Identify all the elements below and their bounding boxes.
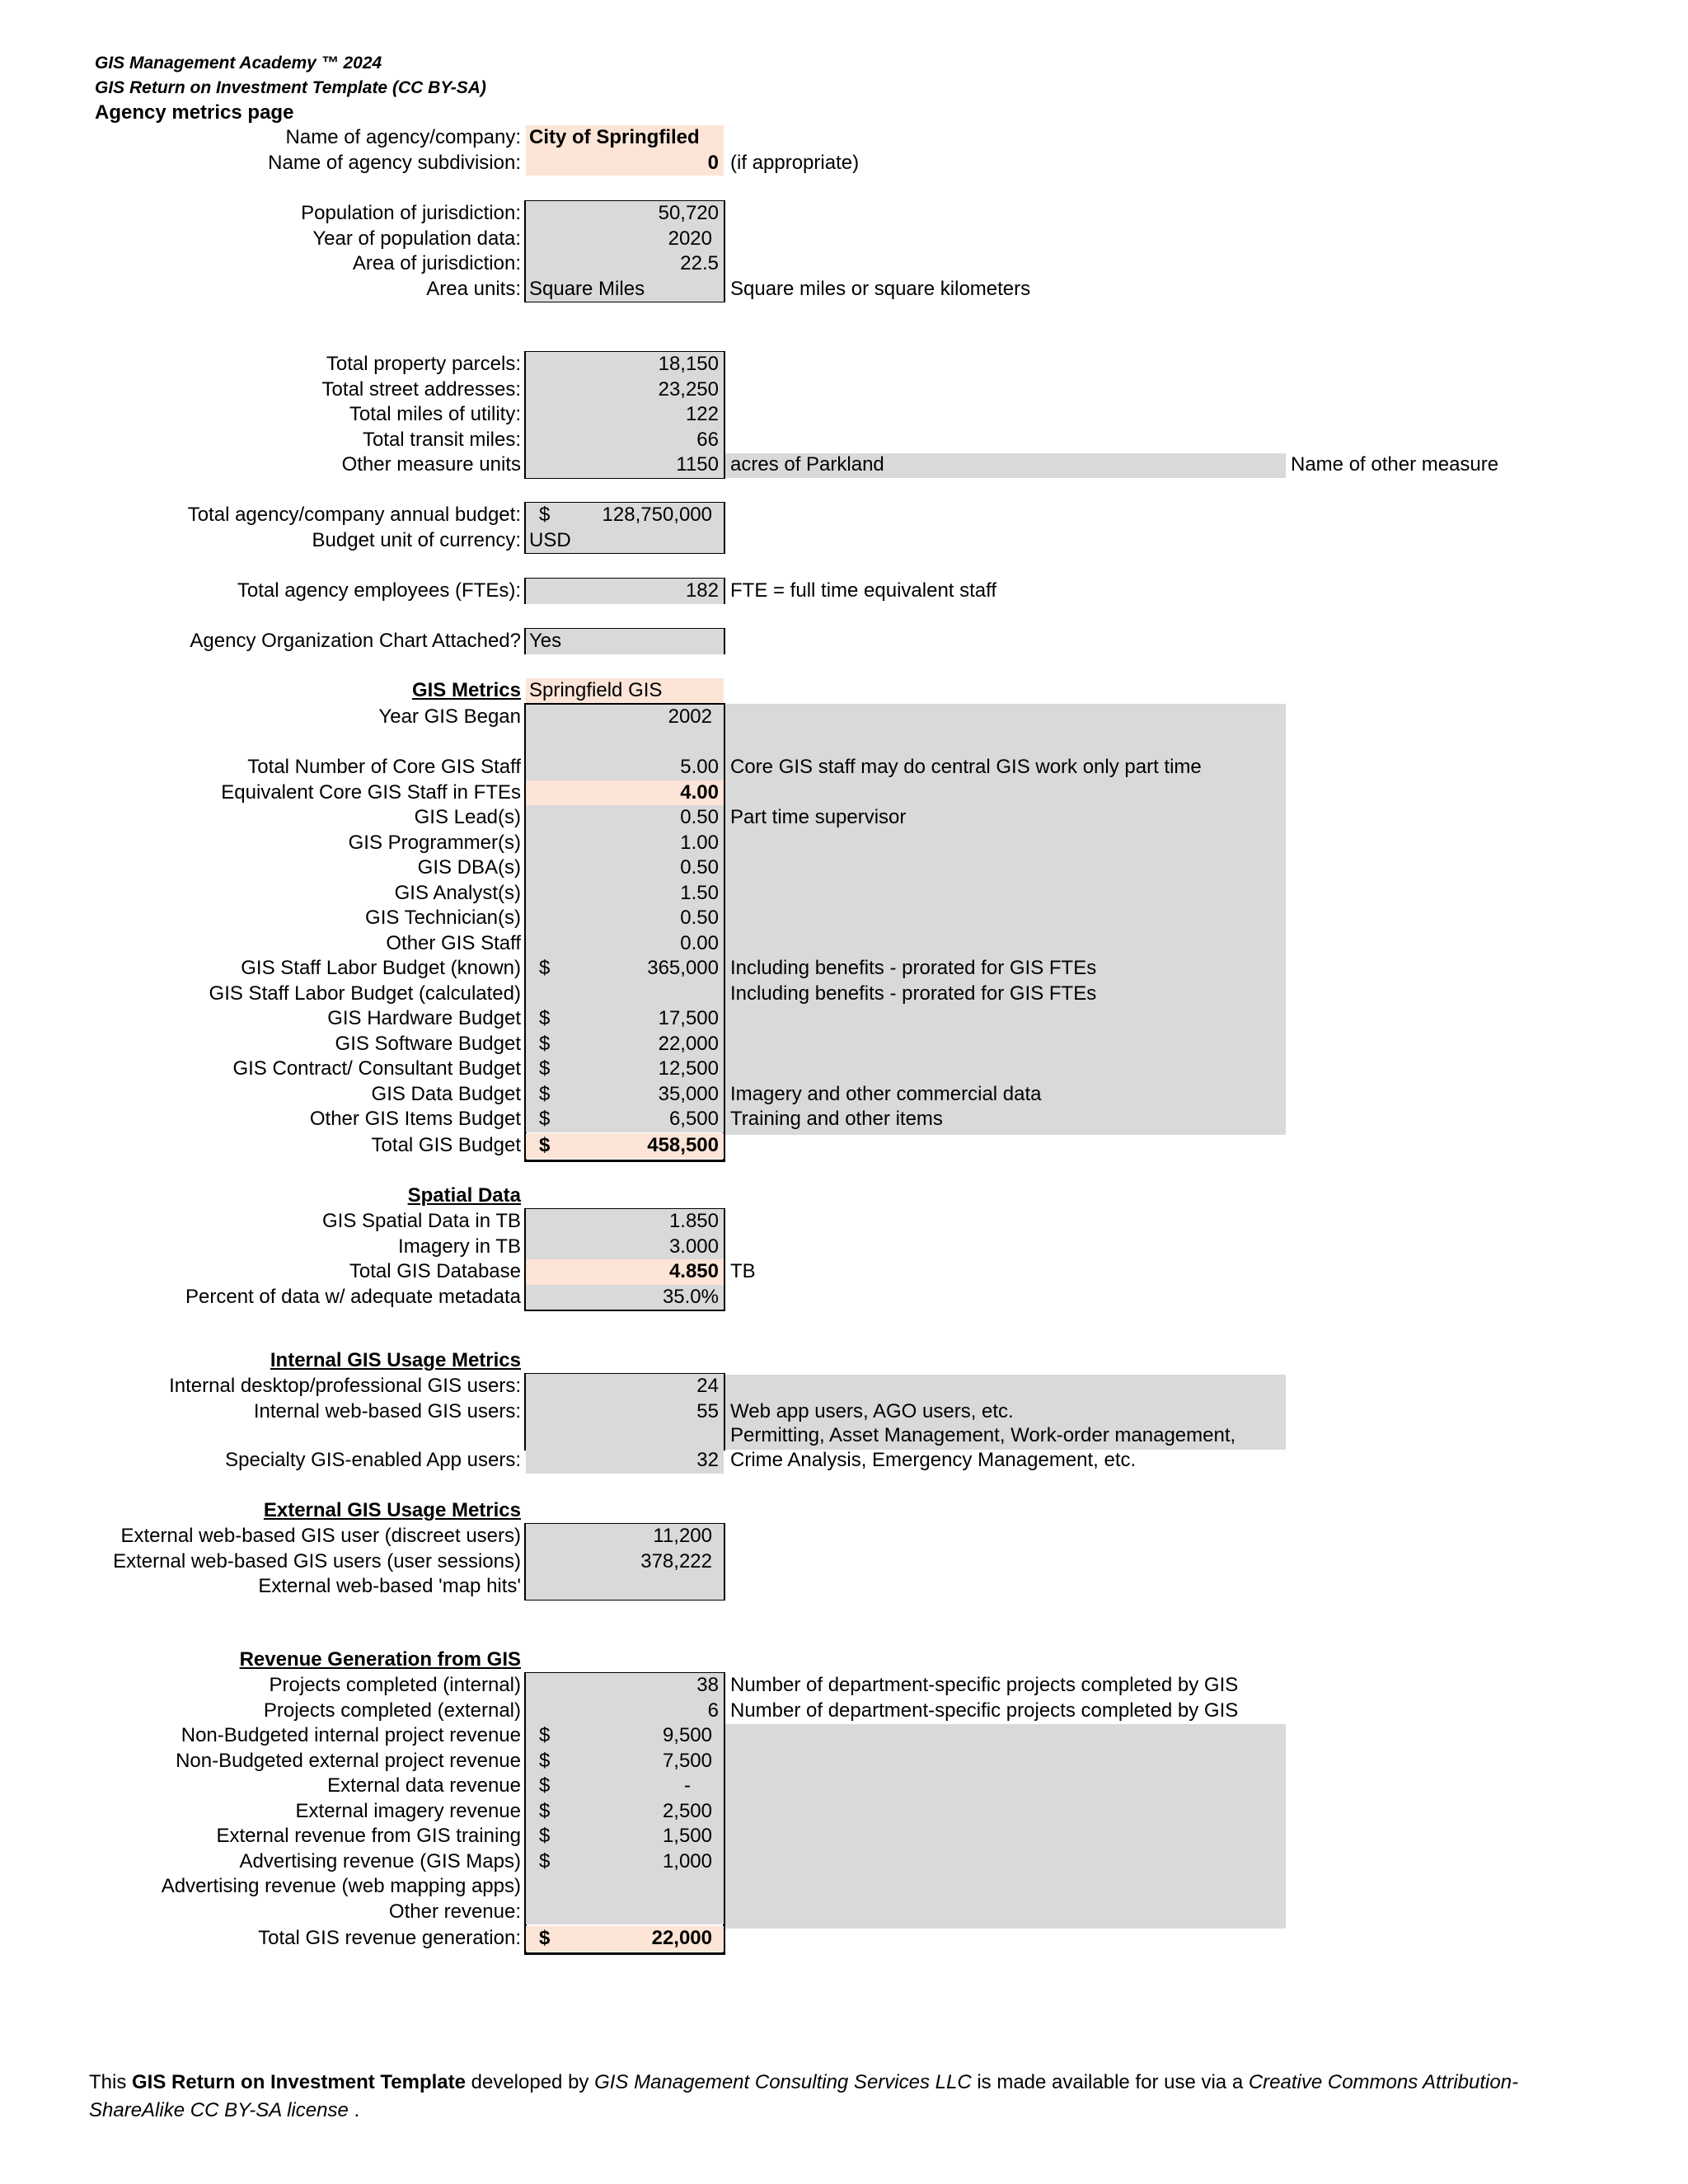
- ext-data-cell[interactable]: -: [526, 1774, 724, 1799]
- utility-label: Total miles of utility:: [349, 403, 521, 425]
- data-budget-currency: $: [539, 1082, 551, 1105]
- ext-data-currency: $: [539, 1774, 551, 1797]
- gis-lead-note: Part time supervisor: [730, 806, 907, 828]
- sessions-cell[interactable]: 378,222: [526, 1549, 724, 1575]
- spatial-tb-label: GIS Spatial Data in TB: [321, 1210, 521, 1232]
- year-gis-began-cell[interactable]: 2002: [526, 705, 724, 730]
- addresses-cell[interactable]: 23,250: [526, 377, 724, 403]
- gis-programmer-label: GIS Programmer(s): [348, 831, 521, 854]
- ad-web-cell[interactable]: [526, 1874, 724, 1900]
- web-users-label: Internal web-based GIS users:: [253, 1399, 521, 1422]
- addresses-row: [0, 377, 1688, 403]
- desktop-users-label: Internal desktop/professional GIS users:: [169, 1375, 521, 1397]
- footer-text-4: .: [348, 2099, 360, 2121]
- metadata-label: Percent of data w/ adequate metadata: [185, 1285, 521, 1308]
- ext-imagery-label: External imagery revenue: [295, 1799, 521, 1822]
- gis-dba-cell[interactable]: 0.50: [526, 855, 724, 881]
- specialty-users-value-row: [0, 1448, 1688, 1474]
- equiv-staff-label: Equivalent Core GIS Staff in FTEs: [221, 780, 521, 804]
- labor-known-note: Including benefits - prorated for GIS FTEs: [730, 957, 1097, 979]
- parcels-cell[interactable]: 18,150: [526, 352, 724, 377]
- area-cell[interactable]: 22.5: [526, 251, 724, 277]
- software-row: [0, 1032, 1688, 1057]
- total-revenue-cell[interactable]: 22,000: [526, 1926, 724, 1952]
- discreet-users-row: [0, 1524, 1688, 1549]
- core-staff-note: Core GIS staff may do central GIS work only part time: [730, 756, 1202, 778]
- training-currency: $: [539, 1825, 551, 1847]
- ext-imagery-currency: $: [539, 1799, 551, 1822]
- hardware-cell[interactable]: 17,500: [526, 1006, 724, 1032]
- specialty-users-label: Specialty GIS-enabled App users:: [225, 1449, 521, 1471]
- nb-external-currency: $: [539, 1749, 551, 1772]
- other-revenue-cell[interactable]: [526, 1900, 724, 1925]
- ext-data-label: External data revenue: [327, 1774, 521, 1797]
- other-revenue-label: Other revenue:: [388, 1900, 521, 1923]
- area-row: [0, 251, 1688, 277]
- other-measure-note: Name of other measure: [1291, 453, 1499, 476]
- other-gis-staff-cell[interactable]: 0.00: [526, 931, 724, 957]
- population-year-row: [0, 227, 1688, 252]
- total-gis-budget-label: Total GIS Budget: [371, 1134, 521, 1156]
- spatial-tb-cell[interactable]: 1.850: [526, 1209, 724, 1235]
- ad-web-label: Advertising revenue (web mapping apps): [161, 1875, 521, 1897]
- hardware-row: [0, 1006, 1688, 1032]
- metadata-row: [0, 1285, 1688, 1310]
- license-footer: [89, 2069, 1540, 2125]
- projects-external-row: [0, 1699, 1688, 1724]
- ad-maps-row: [0, 1849, 1688, 1875]
- annual-budget-label: Total agency/company annual budget:: [187, 504, 521, 526]
- equiv-staff-cell[interactable]: 4.00: [526, 780, 724, 806]
- agency-subdivision-note: (if appropriate): [730, 151, 860, 174]
- gis-analyst-row: [0, 881, 1688, 907]
- annual-budget-row: [0, 503, 1688, 528]
- gis-programmer-cell[interactable]: 1.00: [526, 831, 724, 856]
- labor-calc-label: GIS Staff Labor Budget (calculated): [209, 982, 521, 1005]
- labor-calc-row: [0, 982, 1688, 1007]
- transit-cell[interactable]: 66: [526, 428, 724, 453]
- agency-name-cell[interactable]: City of Springfiled: [526, 125, 724, 151]
- page-title: Agency metrics page: [95, 101, 294, 124]
- population-row: [0, 201, 1688, 227]
- footer-template-name: GIS Return on Investment Template: [132, 2071, 466, 2093]
- labor-calc-cell[interactable]: [526, 982, 724, 1007]
- transit-row: [0, 428, 1688, 453]
- agency-subdivision-label: Name of agency subdivision:: [268, 151, 521, 174]
- gis-technician-cell[interactable]: 0.50: [526, 906, 724, 931]
- addresses-label: Total street addresses:: [321, 377, 521, 401]
- specialty-blank-cell: [526, 1423, 724, 1448]
- internal-header-row: [0, 1348, 1688, 1374]
- sessions-row: [0, 1549, 1688, 1575]
- specialty-note-1: Permitting, Asset Management, Work-order management,: [730, 1424, 1236, 1446]
- footer-company-name: GIS Management Consulting Services LLC: [594, 2071, 972, 2093]
- footer-text-3: is made available for use via a: [971, 2071, 1249, 2093]
- external-usage-heading: External GIS Usage Metrics: [263, 1499, 521, 1521]
- spatial-data-heading: Spatial Data: [407, 1184, 521, 1207]
- contract-cell[interactable]: 12,500: [526, 1057, 724, 1082]
- org-chart-label: Agency Organization Chart Attached?: [190, 630, 521, 652]
- agency-subdivision-cell[interactable]: 0: [526, 151, 724, 176]
- other-items-cell[interactable]: 6,500: [526, 1107, 724, 1132]
- labor-known-cell[interactable]: 365,000: [526, 956, 724, 982]
- agency-name-label: Name of agency/company:: [285, 126, 521, 148]
- ad-maps-cell[interactable]: 1,000: [526, 1849, 724, 1875]
- nb-external-cell[interactable]: 7,500: [526, 1749, 724, 1774]
- projects-external-label: Projects completed (external): [263, 1699, 521, 1722]
- internal-usage-heading: Internal GIS Usage Metrics: [270, 1349, 521, 1371]
- annual-budget-currency: $: [539, 504, 551, 526]
- total-database-unit: TB: [730, 1260, 756, 1282]
- other-measure-row: [0, 452, 1688, 478]
- utility-cell[interactable]: 122: [526, 402, 724, 428]
- labor-known-currency: $: [539, 957, 551, 979]
- map-hits-cell[interactable]: [526, 1574, 724, 1600]
- population-year-cell[interactable]: 2020: [526, 227, 724, 252]
- currency-row: [0, 528, 1688, 554]
- sessions-label: External web-based GIS users (user sessions): [113, 1549, 521, 1572]
- gis-dba-label: GIS DBA(s): [417, 856, 521, 879]
- annual-budget-cell[interactable]: 128,750,000: [526, 503, 724, 528]
- gis-analyst-cell[interactable]: 1.50: [526, 881, 724, 907]
- equiv-staff-row: [0, 780, 1688, 806]
- blank-cell: [526, 730, 724, 756]
- total-revenue-label: Total GIS revenue generation:: [258, 1927, 521, 1949]
- blank-row: [0, 730, 1688, 756]
- other-gis-staff-label: Other GIS Staff: [386, 931, 521, 954]
- other-measure-cell[interactable]: 1150: [526, 452, 724, 478]
- projects-internal-label: Projects completed (internal): [269, 1674, 521, 1696]
- web-users-note: Web app users, AGO users, etc.: [730, 1399, 1014, 1422]
- contract-label: GIS Contract/ Consultant Budget: [232, 1057, 521, 1080]
- spatial-tb-row: [0, 1209, 1688, 1235]
- other-items-label: Other GIS Items Budget: [309, 1108, 521, 1130]
- other-items-row: [0, 1107, 1688, 1132]
- nb-internal-row: [0, 1723, 1688, 1749]
- metadata-cell[interactable]: 35.0%: [526, 1285, 724, 1310]
- ad-web-row: [0, 1874, 1688, 1900]
- projects-internal-note: Number of department-specific projects completed by GIS: [730, 1674, 1239, 1696]
- org-chart-row: [0, 629, 1688, 654]
- ext-imagery-row: [0, 1799, 1688, 1825]
- total-gis-budget-cell[interactable]: 458,500: [526, 1133, 724, 1159]
- training-label: External revenue from GIS training: [216, 1825, 521, 1847]
- employees-cell[interactable]: 182: [526, 579, 724, 604]
- revenue-header-row: [0, 1647, 1688, 1673]
- year-gis-began-row: [0, 705, 1688, 730]
- training-cell[interactable]: 1,500: [526, 1824, 724, 1849]
- labor-known-row: [0, 956, 1688, 982]
- parcels-row: [0, 352, 1688, 377]
- other-gis-staff-row: [0, 931, 1688, 957]
- employees-note: FTE = full time equivalent staff: [730, 579, 997, 602]
- hardware-label: GIS Hardware Budget: [327, 1007, 521, 1029]
- revenue-heading: Revenue Generation from GIS: [239, 1648, 521, 1671]
- labor-known-label: GIS Staff Labor Budget (known): [241, 957, 521, 979]
- projects-internal-row: [0, 1673, 1688, 1699]
- employees-row: [0, 579, 1688, 604]
- gis-dba-row: [0, 855, 1688, 881]
- population-cell[interactable]: 50,720: [526, 201, 724, 227]
- imagery-tb-row: [0, 1235, 1688, 1260]
- year-gis-began-label: Year GIS Began: [378, 705, 521, 728]
- org-chart-cell[interactable]: Yes: [526, 629, 724, 654]
- hardware-currency: $: [539, 1007, 551, 1029]
- nb-internal-currency: $: [539, 1724, 551, 1746]
- ext-imagery-cell[interactable]: 2,500: [526, 1799, 724, 1825]
- external-header-row: [0, 1498, 1688, 1524]
- other-items-note: Training and other items: [730, 1108, 943, 1130]
- parcels-label: Total property parcels:: [326, 353, 521, 375]
- gis-metrics-header-row: [0, 678, 1688, 704]
- contract-row: [0, 1057, 1688, 1082]
- web-users-row: [0, 1399, 1688, 1425]
- spatial-header-row: [0, 1183, 1688, 1209]
- population-year-label: Year of population data:: [312, 227, 521, 250]
- header-line-2: GIS Return on Investment Template (CC BY-SA): [95, 78, 486, 97]
- data-budget-cell[interactable]: 35,000: [526, 1082, 724, 1108]
- area-units-cell[interactable]: Square Miles: [526, 277, 724, 302]
- ad-maps-currency: $: [539, 1849, 551, 1872]
- nb-internal-label: Non-Budgeted internal project revenue: [181, 1724, 521, 1746]
- gis-lead-label: GIS Lead(s): [414, 806, 521, 828]
- gis-metrics-name-cell[interactable]: Springfield GIS: [526, 678, 724, 704]
- data-budget-row: [0, 1082, 1688, 1108]
- other-measure-units[interactable]: acres of Parkland: [730, 453, 884, 476]
- gis-technician-row: [0, 906, 1688, 931]
- contract-currency: $: [539, 1057, 551, 1080]
- imagery-tb-cell[interactable]: 3.000: [526, 1235, 724, 1260]
- other-measure-label: Other measure units: [341, 453, 521, 476]
- discreet-users-label: External web-based GIS user (discreet users): [120, 1525, 521, 1547]
- currency-cell[interactable]: USD: [526, 528, 724, 554]
- area-units-note: Square miles or square kilometers: [730, 277, 1031, 300]
- total-revenue-currency: $: [539, 1927, 551, 1949]
- ad-maps-label: Advertising revenue (GIS Maps): [239, 1849, 521, 1872]
- projects-external-note: Number of department-specific projects completed by GIS: [730, 1699, 1239, 1722]
- gis-lead-cell[interactable]: 0.50: [526, 805, 724, 831]
- core-staff-row: [0, 755, 1688, 780]
- area-label: Area of jurisdiction:: [352, 252, 521, 274]
- core-staff-cell[interactable]: 5.00: [526, 755, 724, 780]
- projects-internal-cell[interactable]: 38: [526, 1673, 724, 1699]
- gis-programmer-row: [0, 831, 1688, 856]
- utility-row: [0, 402, 1688, 428]
- agency-subdivision-row: [0, 151, 1688, 176]
- currency-label: Budget unit of currency:: [312, 528, 521, 551]
- imagery-tb-label: Imagery in TB: [398, 1235, 521, 1258]
- other-items-currency: $: [539, 1108, 551, 1130]
- total-database-row: [0, 1259, 1688, 1285]
- labor-calc-note: Including benefits - prorated for GIS FTEs: [730, 982, 1097, 1005]
- nb-external-label: Non-Budgeted external project revenue: [176, 1749, 521, 1772]
- population-label: Population of jurisdiction:: [301, 202, 521, 224]
- footer-license-name: Creative Commons Attribution-ShareAlike CC BY-SA license: [89, 2071, 1519, 2121]
- total-database-label: Total GIS Database: [349, 1260, 521, 1282]
- data-budget-label: GIS Data Budget: [371, 1082, 521, 1105]
- total-revenue-row: [0, 1926, 1688, 1952]
- discreet-users-cell[interactable]: 11,200: [526, 1524, 724, 1549]
- agency-name-row: [0, 125, 1688, 151]
- footer-text-2: developed by: [465, 2071, 595, 2093]
- nb-internal-cell[interactable]: 9,500: [526, 1723, 724, 1749]
- employees-label: Total agency employees (FTEs):: [237, 579, 521, 602]
- core-staff-label: Total Number of Core GIS Staff: [247, 756, 521, 778]
- area-units-label: Area units:: [426, 277, 521, 300]
- total-database-cell[interactable]: 4.850: [526, 1259, 724, 1285]
- gis-lead-row: [0, 805, 1688, 831]
- gis-technician-label: GIS Technician(s): [365, 907, 521, 929]
- gis-metrics-heading: GIS Metrics: [411, 679, 521, 701]
- map-hits-row: [0, 1574, 1688, 1600]
- desktop-users-cell[interactable]: 24: [526, 1374, 724, 1399]
- footer-text-1: This: [89, 2071, 133, 2093]
- specialty-note-2: Crime Analysis, Emergency Management, etc.: [730, 1449, 1137, 1471]
- header-line-1: GIS Management Academy ™ 2024: [95, 54, 382, 73]
- training-row: [0, 1824, 1688, 1849]
- gis-analyst-label: GIS Analyst(s): [394, 881, 521, 904]
- software-label: GIS Software Budget: [335, 1032, 521, 1055]
- other-revenue-row: [0, 1900, 1688, 1925]
- map-hits-label: External web-based 'map hits': [258, 1575, 521, 1597]
- ext-data-row: [0, 1774, 1688, 1799]
- total-gis-budget-row: [0, 1133, 1688, 1159]
- web-users-cell[interactable]: 55: [526, 1399, 724, 1425]
- total-gis-budget-currency: $: [539, 1134, 551, 1156]
- software-cell[interactable]: 22,000: [526, 1032, 724, 1057]
- data-budget-note: Imagery and other commercial data: [730, 1082, 1042, 1105]
- desktop-users-row: [0, 1374, 1688, 1399]
- transit-label: Total transit miles:: [362, 428, 521, 451]
- projects-external-cell[interactable]: 6: [526, 1699, 724, 1724]
- area-units-row: [0, 277, 1688, 302]
- specialty-users-cell[interactable]: 32: [526, 1448, 724, 1474]
- nb-external-row: [0, 1749, 1688, 1774]
- software-currency: $: [539, 1032, 551, 1055]
